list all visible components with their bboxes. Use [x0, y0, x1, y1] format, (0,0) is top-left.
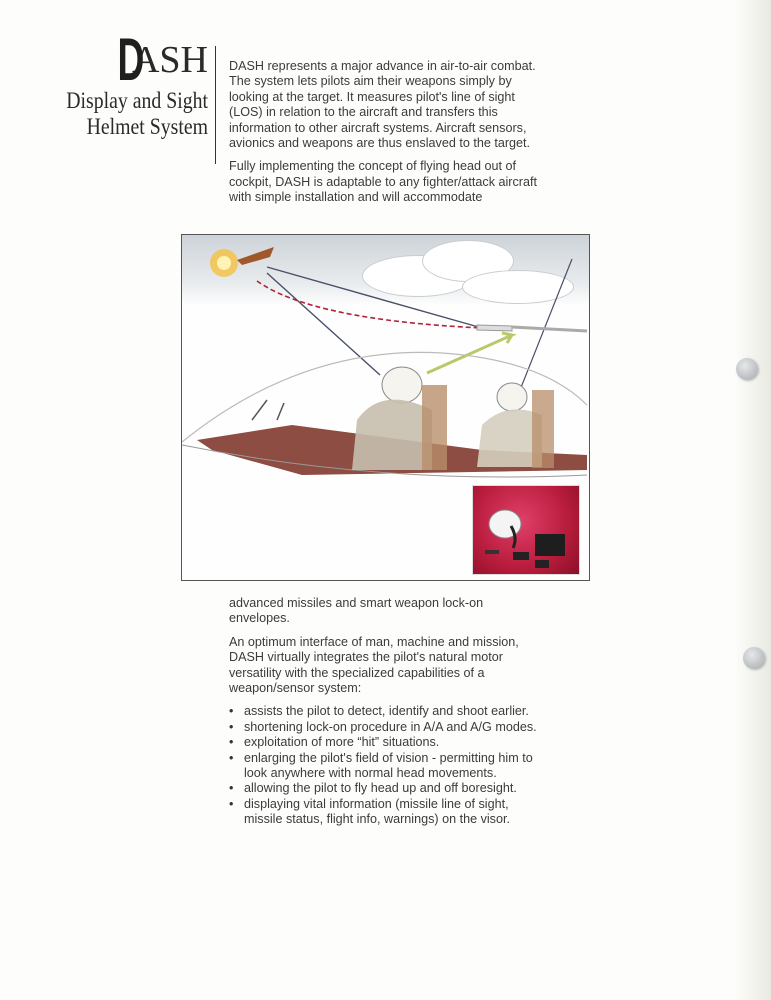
page-edge — [737, 0, 771, 1000]
intro-paragraph-3: Fully implementing the concept of flying head out of cockpit, DASH is adaptable to any fighter/attack aircraft with simple installation and will accommodate — [229, 159, 537, 205]
body-paragraph-1: advanced missiles and smart weapon lock-on envelopes. — [229, 596, 484, 626]
brand-rest: ASH — [131, 39, 208, 81]
helmet-hardware-photo — [473, 486, 579, 574]
title-block — [40, 26, 208, 140]
subtitle-line2: Helmet System — [86, 114, 208, 139]
intro-paragraph-1: DASH represents a major advance in air-to-air combat. — [229, 59, 536, 73]
feature-item: • assists the pilot to detect, identify and shoot earlier. — [229, 704, 539, 719]
cockpit-illustration — [181, 234, 590, 581]
intro-paragraph-2: The system lets pilots aim their weapons simply by looking at the target. It measures pilot's line of sight (LOS) in relation to the aircraft and transfers this information to other aircraft systems. Aircraft sensors, avionics and weapons are thus enslaved to the target. — [229, 74, 531, 151]
feature-item: • allowing the pilot to fly head up and off boresight. — [229, 781, 539, 796]
brand-initial: D — [117, 26, 144, 93]
binder-hole-bottom — [743, 647, 765, 669]
body-column — [229, 596, 539, 828]
feature-item: • exploitation of more “hit” situations. — [229, 735, 539, 750]
helmet-photo-inset — [472, 485, 580, 575]
intro-column — [229, 59, 539, 214]
binder-hole-top — [736, 358, 758, 380]
subtitle — [64, 88, 208, 140]
subtitle-line1: Display and Sight — [66, 88, 208, 113]
feature-list — [229, 704, 539, 827]
title-divider — [215, 46, 216, 164]
brand-title — [40, 26, 208, 93]
feature-item: • shortening lock-on procedure in A/A and A/G modes. — [229, 720, 539, 735]
feature-item: • enlarging the pilot's field of vision - permitting him to look anywhere with normal head movements. — [229, 751, 539, 782]
body-paragraph-2: An optimum interface of man, machine and mission, DASH virtually integrates the pilot's natural motor versatility with the specialized capabilities of a weapon/sensor system: — [229, 634, 519, 696]
feature-item: • displaying vital information (missile line of sight, missile status, flight info, warnings) on the visor. — [229, 797, 539, 828]
